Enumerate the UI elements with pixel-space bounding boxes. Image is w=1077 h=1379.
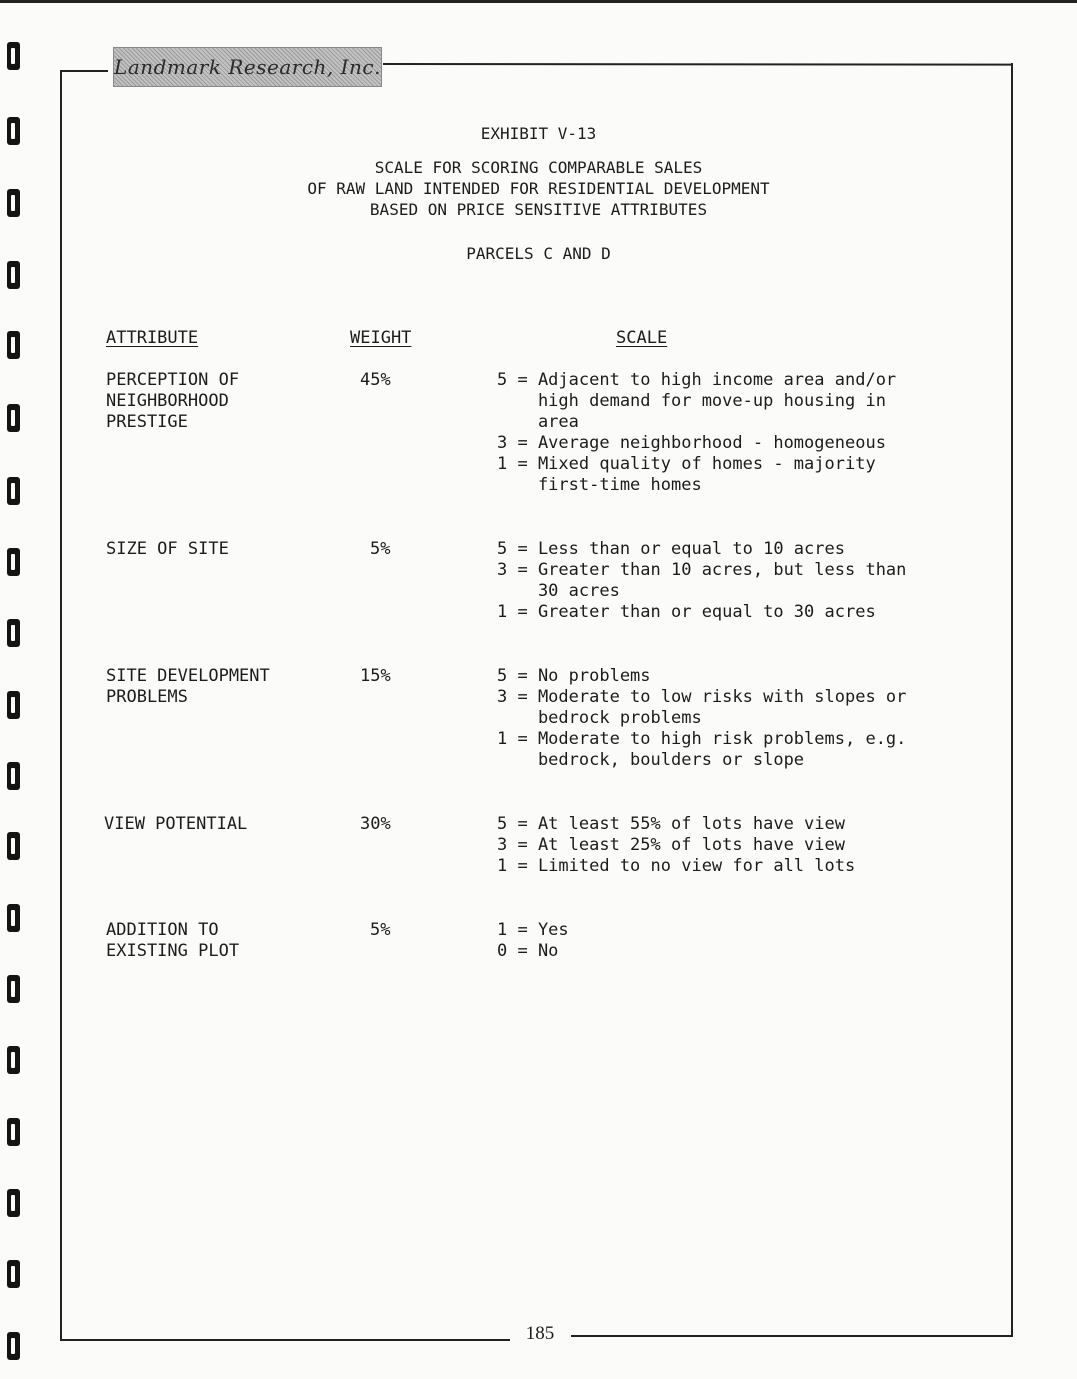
binder-hole <box>7 1118 20 1146</box>
column-header-scale: SCALE <box>616 328 668 348</box>
exhibit-title-line-2: OF RAW LAND INTENDED FOR RESIDENTIAL DEVELOPMENT <box>307 179 770 198</box>
weight-value: 45% <box>360 370 391 390</box>
scale-line: 30 acres <box>497 581 620 601</box>
scale-line: high demand for move-up housing in <box>497 391 886 411</box>
exhibit-subtitle: PARCELS C AND D <box>466 244 611 263</box>
scale-line: area <box>497 412 579 432</box>
scale-line: 5 = Less than or equal to 10 acres <box>497 539 845 559</box>
attribute-label: PRESTIGE <box>106 412 188 432</box>
page-number: 185 <box>525 1323 555 1344</box>
frame-border <box>60 70 108 72</box>
binder-hole <box>7 404 20 432</box>
scale-line: 3 = Greater than 10 acres, but less than <box>497 560 907 580</box>
company-name: Landmark Research, Inc. <box>114 55 381 79</box>
scale-line: 3 = Moderate to low risks with slopes or <box>497 687 907 707</box>
column-header-weight: WEIGHT <box>350 328 412 348</box>
company-logo <box>113 47 382 87</box>
exhibit-title-line-1: SCALE FOR SCORING COMPARABLE SALES <box>374 158 703 177</box>
attribute-label: SITE DEVELOPMENT <box>106 666 270 686</box>
binder-hole <box>7 691 20 719</box>
scale-line: bedrock, boulders or slope <box>497 750 805 770</box>
frame-border <box>60 1339 510 1341</box>
attribute-label: EXISTING PLOT <box>106 941 240 961</box>
scale-line: bedrock problems <box>497 708 702 728</box>
scale-line: 1 = Mixed quality of homes - majority <box>497 454 876 474</box>
binder-hole <box>7 1046 20 1074</box>
scale-line: 3 = Average neighborhood - homogeneous <box>497 433 886 453</box>
attribute-label: ADDITION TO <box>106 920 219 940</box>
scale-line: 1 = Limited to no view for all lots <box>497 856 856 876</box>
weight-value: 5% <box>370 920 391 940</box>
weight-value: 15% <box>360 666 391 686</box>
weight-value: 5% <box>370 539 391 559</box>
binder-hole <box>7 975 20 1003</box>
binder-hole <box>7 477 20 505</box>
binder-hole <box>7 762 20 790</box>
scale-line: 1 = Greater than or equal to 30 acres <box>497 602 876 622</box>
binder-hole <box>7 904 20 932</box>
scale-line: 5 = At least 55% of lots have view <box>497 814 845 834</box>
attribute-label: PERCEPTION OF <box>106 370 240 390</box>
binder-hole <box>7 42 20 70</box>
attribute-label: VIEW POTENTIAL <box>104 814 248 834</box>
scale-line: 0 = No <box>497 941 559 961</box>
exhibit-title-line-3: BASED ON PRICE SENSITIVE ATTRIBUTES <box>369 200 708 219</box>
binder-hole <box>7 261 20 289</box>
binder-hole <box>7 619 20 647</box>
frame-border <box>383 63 1012 65</box>
attribute-label: PROBLEMS <box>106 687 188 707</box>
scale-line: 5 = Adjacent to high income area and/or <box>497 370 897 390</box>
frame-border <box>571 1335 1013 1337</box>
scale-line: first-time homes <box>497 475 702 495</box>
weight-value: 30% <box>360 814 391 834</box>
attribute-label: NEIGHBORHOOD <box>106 391 229 411</box>
scale-line: 1 = Moderate to high risk problems, e.g. <box>497 729 907 749</box>
binder-hole <box>7 1189 20 1217</box>
exhibit-number: EXHIBIT V-13 <box>480 124 597 143</box>
binder-hole <box>7 1260 20 1288</box>
column-header-attribute: ATTRIBUTE <box>106 328 199 348</box>
scale-line: 1 = Yes <box>497 920 569 940</box>
scale-line: 3 = At least 25% of lots have view <box>497 835 845 855</box>
attribute-label: SIZE OF SITE <box>106 539 229 559</box>
page-top-edge <box>0 0 1077 3</box>
scale-line: 5 = No problems <box>497 666 651 686</box>
binder-hole <box>7 331 20 359</box>
binder-hole <box>7 548 20 576</box>
binder-hole <box>7 1332 20 1360</box>
binder-hole <box>7 832 20 860</box>
